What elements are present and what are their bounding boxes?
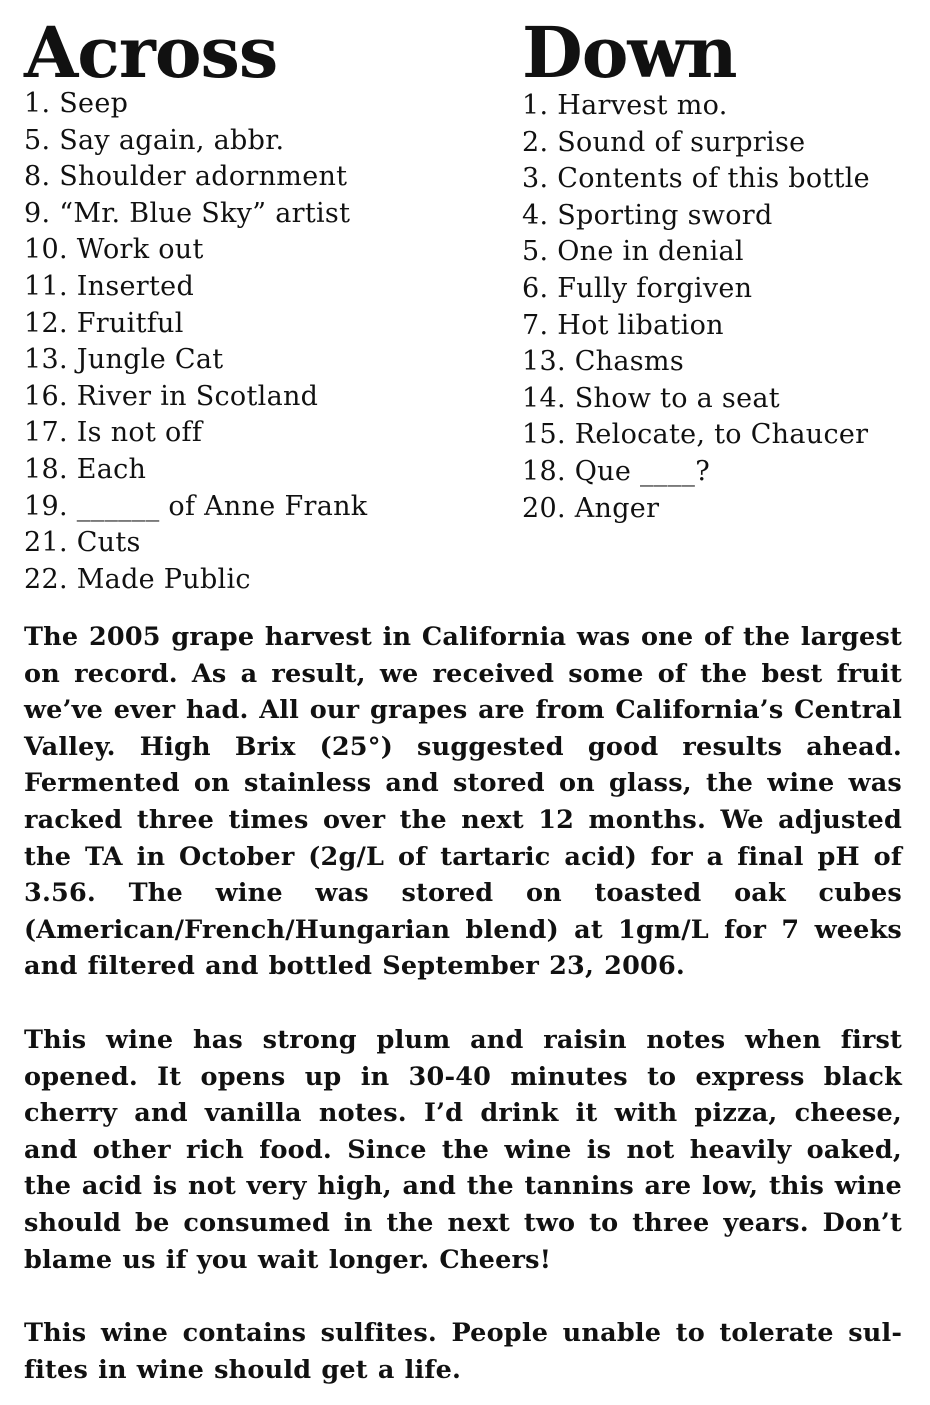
down-clue-list: [522, 88, 922, 527]
across-heading: Across: [24, 11, 278, 94]
down-clue: 15. Relocate, to Chaucer: [522, 419, 869, 451]
across-clue: 22. Made Public: [24, 563, 251, 595]
down-clue: 13. Chasms: [522, 346, 684, 378]
down-column: [522, 11, 922, 527]
down-clue: 3. Contents of this bottle: [522, 163, 870, 195]
down-clue: 4. Sporting sword: [522, 199, 773, 231]
sulfite-warning-paragraph: This wine contains sulfites. People unable to tolerate sulfites in wine should get a life.: [24, 1318, 902, 1385]
down-clue: 20. Anger: [522, 492, 660, 524]
down-clue: 18. Que ____?: [522, 455, 710, 487]
across-clue: 21. Cuts: [24, 527, 141, 559]
across-clue: 12. Fruitful: [24, 307, 184, 339]
down-heading: Down: [522, 11, 737, 94]
across-clue: 10. Work out: [24, 234, 204, 266]
across-clue: 16. River in Scotland: [24, 380, 319, 412]
across-clue: 8. Shoulder adornment: [24, 161, 348, 193]
across-clue: 18. Each: [24, 453, 147, 485]
across-clue: 13. Jungle Cat: [24, 344, 224, 376]
across-clue: 11. Inserted: [24, 270, 195, 302]
tasting-notes-paragraph: This wine has strong plum and raisin notes when first opened. It opens up in 30-40 minutes to express black cherry and vanilla notes. I’d drink it with pizza, cheese, and other rich food. Since the wine is not heavily oaked, the acid is not very high, and the tannins are low, this wine should be consumed in the next two to three years. Don’t blame us if you wait longer. Cheers!: [24, 1025, 902, 1275]
down-clue: 14. Show to a seat: [522, 382, 780, 414]
down-clue: 2. Sound of surprise: [522, 126, 806, 158]
across-column: [24, 11, 504, 598]
across-clue: 5. Say again, abbr.: [24, 124, 285, 156]
down-clue: 7. Hot libation: [522, 309, 724, 341]
down-clue: 6. Fully forgiven: [522, 272, 753, 304]
harvest-paragraph: The 2005 grape harvest in California was one of the largest on record. As a result, we received some of the best fruit we’ve ever had. All our grapes are from California’s Central Valley. High Brix (25°) suggested good results ahead. Fermented on stainless and stored on glass, the wine was racked three times over the next 12 months. We adjusted the TA in October (2g/L of tartaric acid) for a final pH of 3.56. The wine was stored on toasted oak cubes (American/French/Hungarian blend) at 1gm/L for 7 weeks and filtered and bottled September 23, 2006.: [24, 622, 902, 982]
across-clue: 17. Is not off: [24, 417, 203, 449]
across-clue: 1. Seep: [24, 88, 129, 119]
across-clue: 19. ______ of Anne Frank: [24, 490, 368, 522]
across-clue-list: [24, 86, 504, 598]
down-clue: 5. One in denial: [522, 236, 744, 268]
across-clue: 9. “Mr. Blue Sky” artist: [24, 197, 351, 229]
down-clue: 1. Harvest mo.: [522, 90, 728, 121]
